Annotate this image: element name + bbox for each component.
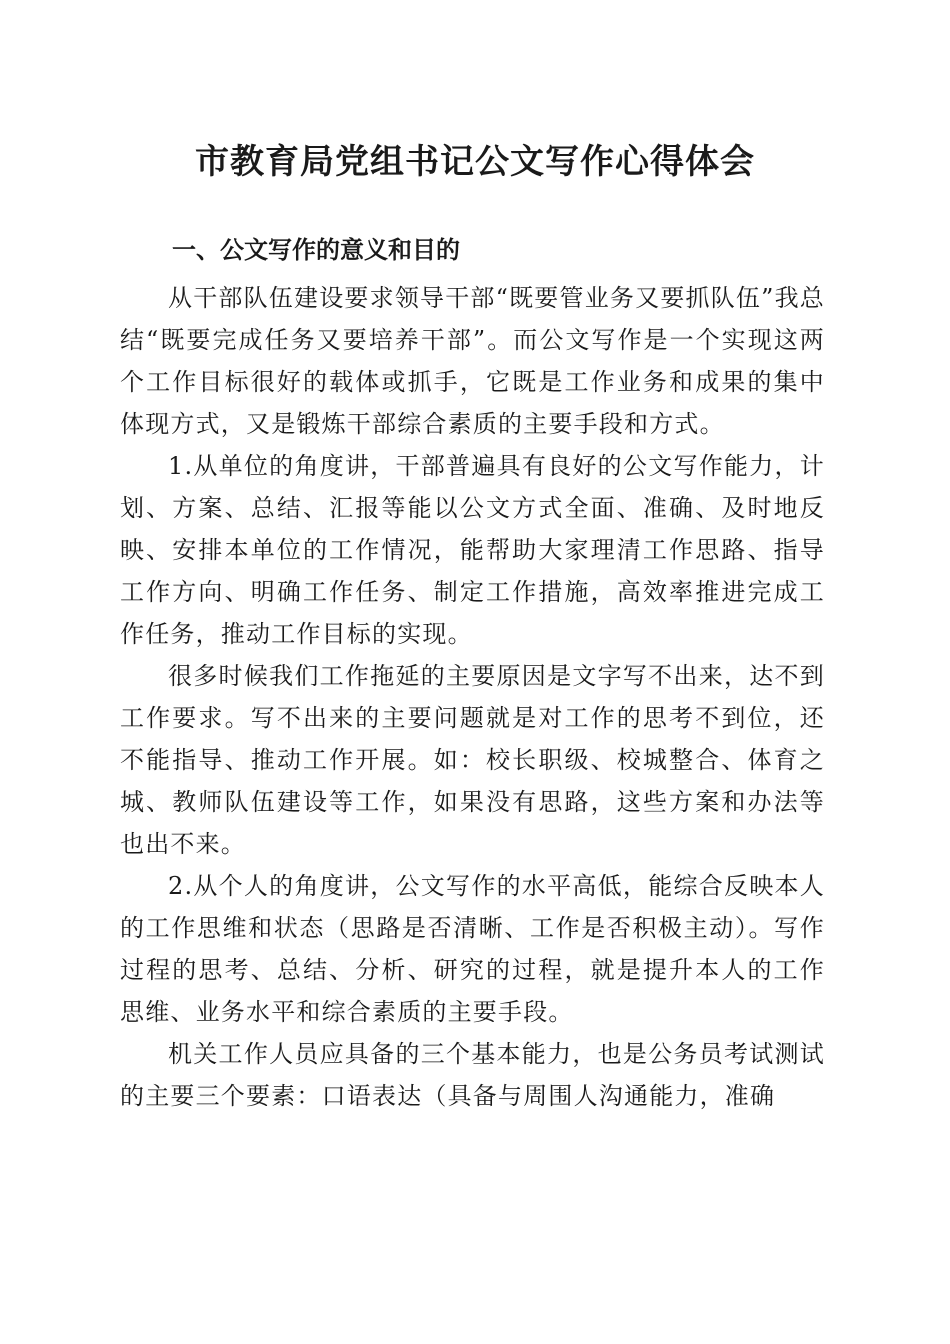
section-heading: 一、公文写作的意义和目的 bbox=[172, 236, 460, 264]
paragraph: 2.从个人的角度讲，公文写作的水平高低，能综合反映本人的工作思维和状态（思路是否清晰、工作是否积极主动）。写作过程的思考、总结、分析、研究的过程，就是提升本人的工作思维、业务水平和综合素质的主要手段。 bbox=[120, 872, 825, 1026]
document-title: 市教育局党组书记公文写作心得体会 bbox=[195, 142, 755, 182]
paragraph: 很多时候我们工作拖延的主要原因是文字写不出来，达不到工作要求。写不出来的主要问题就是对工作的思考不到位，还不能指导、推动工作开展。如：校长职级、校城整合、体育之城、教师队伍建设等工作，如果没有思路，这些方案和办法等也出不来。 bbox=[120, 662, 825, 858]
paragraph: 1.从单位的角度讲，干部普遍具有良好的公文写作能力，计划、方案、总结、汇报等能以公文方式全面、准确、及时地反映、安排本单位的工作情况，能帮助大家理清工作思路、指导工作方向、明确工作任务、制定工作措施，高效率推进完成工作任务，推动工作目标的实现。 bbox=[120, 452, 825, 648]
paragraph: 机关工作人员应具备的三个基本能力，也是公务员考试测试的主要三个要素：口语表达（具备与周围人沟通能力，准确 bbox=[120, 1040, 825, 1110]
document-body bbox=[120, 277, 825, 1117]
paragraph: 从干部队伍建设要求领导干部“既要管业务又要抓队伍”我总结“既要完成任务又要培养干部”。而公文写作是一个实现这两个工作目标很好的载体或抓手，它既是工作业务和成果的集中体现方式，又是锻炼干部综合素质的主要手段和方式。 bbox=[120, 284, 825, 438]
